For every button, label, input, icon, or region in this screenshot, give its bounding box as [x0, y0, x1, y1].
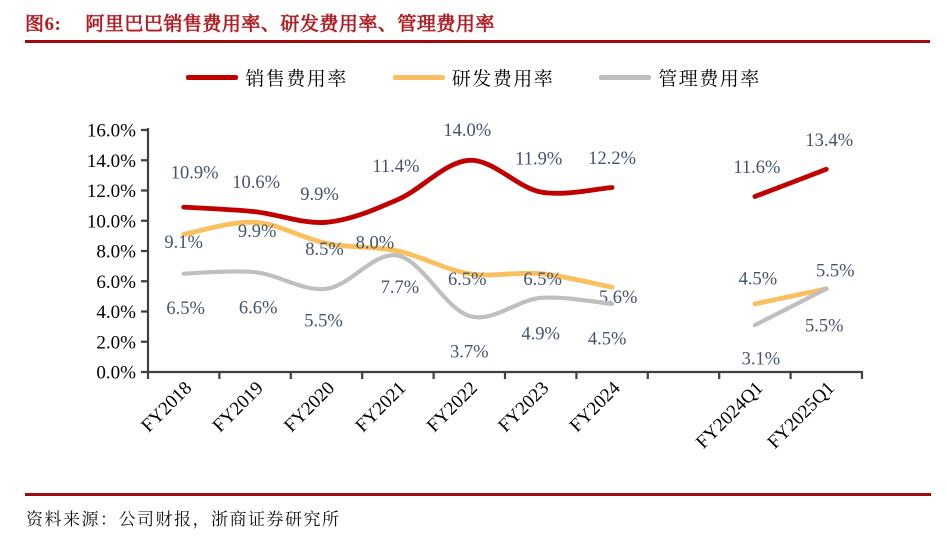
x-axis-tick-label: FY2025Q1	[763, 377, 839, 454]
legend-label: 销售费用率	[245, 69, 348, 90]
figure-number: 图6:	[25, 14, 62, 35]
data-label-研发费用率-FY2021: 8.0%	[355, 233, 395, 254]
x-axis-tick-label: FY2023	[494, 377, 554, 437]
x-axis-tick-label: FY2019	[208, 377, 268, 437]
data-label-销售费用率-FY2018: 10.9%	[170, 163, 219, 184]
y-axis-tick-label: 12.0%	[86, 181, 136, 202]
data-label-研发费用率-FY2024: 5.6%	[598, 287, 638, 308]
source-label: 资料来源：	[26, 510, 119, 529]
y-axis-tick-label: 6.0%	[96, 271, 136, 293]
data-label-研发费用率-FY2018: 9.1%	[164, 232, 203, 253]
data-label-销售费用率-FY2021: 11.4%	[372, 157, 420, 178]
figure-title: 阿里巴巴销售费用率、研发费用率、管理费用率	[85, 14, 495, 35]
data-label-管理费用率-FY2020: 5.5%	[304, 311, 343, 332]
data-label-管理费用率-FY2018: 6.5%	[166, 299, 205, 320]
source-text: 公司财报，浙商证券研究所	[118, 510, 341, 529]
x-axis-tick-label: FY2022	[422, 377, 482, 437]
x-axis-tick-label: FY2018	[137, 377, 197, 437]
y-axis-tick-label: 2.0%	[96, 332, 136, 354]
y-axis-tick-label: 10.0%	[86, 211, 136, 233]
data-label-销售费用率-FY2019: 10.6%	[232, 173, 280, 194]
data-label-销售费用率-FY2024: 12.2%	[588, 148, 636, 169]
y-axis-tick-label: 8.0%	[96, 241, 136, 263]
data-label-管理费用率-FY2024: 4.5%	[587, 329, 627, 350]
data-label-研发费用率-FY2020: 8.5%	[305, 239, 344, 260]
x-axis-tick-label: FY2020	[280, 377, 340, 437]
data-label-研发费用率-FY2025Q1: 5.5%	[816, 261, 855, 282]
data-label-销售费用率-FY2022: 14.0%	[443, 120, 492, 141]
y-axis-tick-label: 0.0%	[96, 362, 136, 384]
data-label-管理费用率-FY2025Q1: 5.5%	[805, 316, 844, 337]
data-label-销售费用率-FY2020: 9.9%	[300, 184, 339, 205]
y-axis-tick-label: 16.0%	[86, 120, 136, 142]
legend-label: 研发费用率	[451, 69, 555, 90]
data-label-研发费用率-FY2024Q1: 4.5%	[738, 269, 778, 290]
data-label-销售费用率-FY2024Q1: 11.6%	[733, 158, 781, 179]
y-axis-tick-label: 4.0%	[96, 302, 136, 323]
x-axis-tick-label: FY2024	[565, 377, 625, 437]
data-label-研发费用率-FY2022: 6.5%	[448, 270, 487, 291]
data-label-销售费用率-FY2023: 11.9%	[515, 149, 563, 170]
footer-rule	[25, 493, 931, 496]
data-label-管理费用率-FY2024Q1: 3.1%	[741, 349, 781, 370]
data-label-管理费用率-FY2022: 3.7%	[450, 342, 489, 363]
source-note	[26, 505, 341, 530]
data-label-研发费用率-FY2019: 9.9%	[237, 221, 277, 242]
data-label-研发费用率-FY2023: 6.5%	[523, 270, 562, 291]
y-axis-tick-label: 14.0%	[86, 150, 136, 172]
x-axis-tick-label: FY2021	[351, 377, 411, 437]
data-label-销售费用率-FY2025Q1: 13.4%	[805, 130, 854, 151]
legend-label: 管理费用率	[658, 69, 761, 90]
x-axis-tick-label: FY2024Q1	[692, 377, 768, 454]
data-label-管理费用率-FY2019: 6.6%	[238, 298, 278, 319]
data-label-管理费用率-FY2021: 7.7%	[380, 278, 420, 299]
data-label-管理费用率-FY2023: 4.9%	[521, 324, 560, 345]
